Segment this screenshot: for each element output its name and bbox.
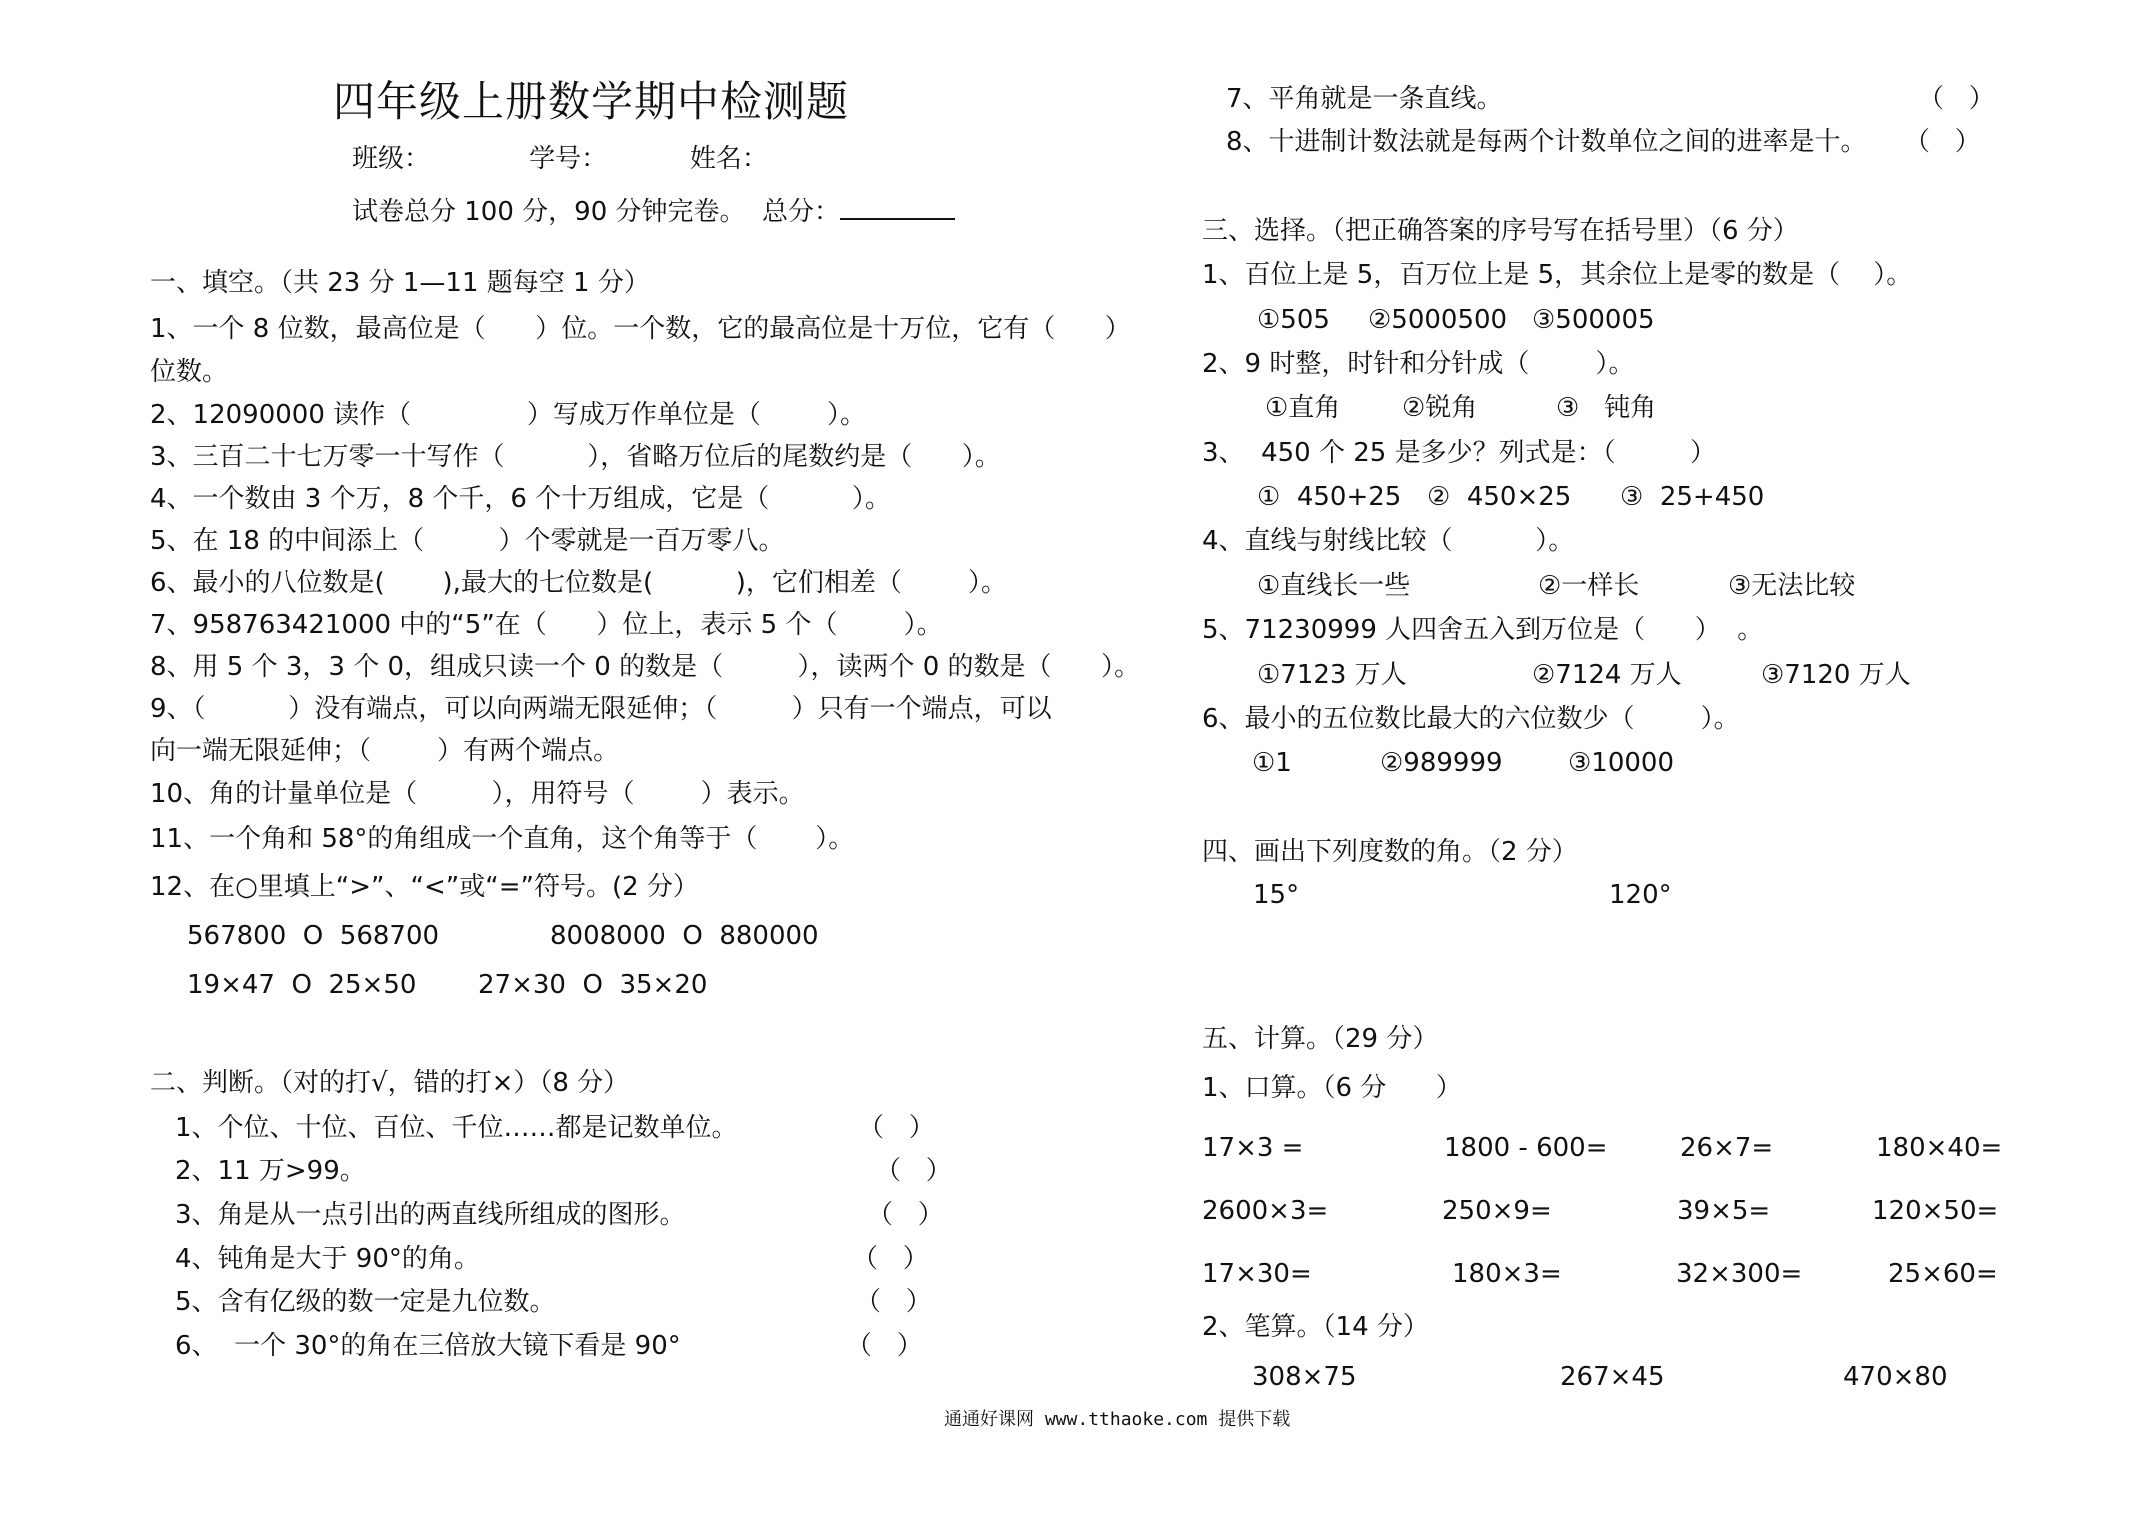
oral-problem: 2600×3= <box>1202 1196 1329 1226</box>
judge-statement: 5、含有亿级的数一定是九位数。 <box>175 1287 556 1317</box>
choice-option: ②7124 万人 <box>1532 660 1682 690</box>
page-title: 四年级上册数学期中检测题 <box>333 77 850 126</box>
judge-bracket: （ ） <box>867 1200 944 1230</box>
section3-heading: 三、选择。（把正确答案的序号写在括号里）（6 分） <box>1202 216 1799 246</box>
choice-option: ③无法比较 <box>1728 571 1856 601</box>
info-line: 班级： 学号： 姓名： <box>352 144 768 174</box>
oral-problem: 39×5= <box>1677 1196 1771 1226</box>
section1-heading: 一、填空。（共 23 分 1—11 题每空 1 分） <box>150 268 650 298</box>
choice-option: ②锐角 <box>1402 393 1478 423</box>
choice-option: ③ 钝角 <box>1556 393 1657 423</box>
section1-item: 4、一个数由 3 个万，8 个千，6 个十万组成，它是（ ）。 <box>150 484 891 514</box>
section1-item: 12、在○里填上“>”、“<”或“=”符号。(2 分） <box>150 872 699 902</box>
choice-option: ①直线长一些 <box>1257 571 1411 601</box>
judge-statement: 2、11 万>99。 <box>175 1156 366 1186</box>
judge-statement: 7、平角就是一条直线。 <box>1226 84 1503 114</box>
choice-question: 1、百位上是 5，百万位上是 5，其余位上是零的数是（ ）。 <box>1202 260 1913 290</box>
section1-item: 9、（ ）没有端点，可以向两端无限延伸；（ ）只有一个端点，可以 <box>150 694 1052 724</box>
choice-option: ②一样长 <box>1538 571 1640 601</box>
choice-option: ①1 <box>1252 748 1292 778</box>
judge-bracket: （ ） <box>846 1331 923 1361</box>
choice-option: ③500005 <box>1532 305 1655 335</box>
oral-problem: 17×30= <box>1202 1259 1312 1289</box>
judge-bracket: （ ） <box>1904 127 1981 157</box>
choice-option: ①7123 万人 <box>1257 660 1407 690</box>
judge-bracket: （ ） <box>855 1287 932 1317</box>
judge-bracket: （ ） <box>852 1244 929 1274</box>
choice-option: ③ 25+450 <box>1620 482 1765 512</box>
oral-problem: 180×3= <box>1452 1259 1562 1289</box>
judge-statement: 3、角是从一点引出的两直线所组成的图形。 <box>175 1200 686 1230</box>
oral-problem: 32×300= <box>1676 1259 1803 1289</box>
written-problem: 267×45 <box>1560 1362 1665 1392</box>
section1-item: 7、958763421000 中的“5”在（ ）位上，表示 5 个（ ）。 <box>150 610 943 640</box>
section1-item: 2、12090000 读作（ ）写成万作单位是（ ）。 <box>150 400 866 430</box>
section1-item: 8、用 5 个 3，3 个 0，组成只读一个 0 的数是（ ），读两个 0 的数是（ ）。 <box>150 652 1141 682</box>
choice-question: 2、9 时整，时针和分针成（ ）。 <box>1202 349 1635 379</box>
choice-option: ②5000500 <box>1368 305 1508 335</box>
total-score-blank <box>840 196 955 220</box>
oral-problem: 180×40= <box>1876 1133 2003 1163</box>
compare-expression: 8008000 O 880000 <box>550 921 819 951</box>
oral-problem: 26×7= <box>1680 1133 1774 1163</box>
oral-heading: 1、口算。（6 分 ） <box>1202 1073 1462 1103</box>
judge-bracket: （ ） <box>858 1113 935 1143</box>
oral-problem: 1800 - 600= <box>1444 1133 1608 1163</box>
oral-problem: 17×3 = <box>1202 1133 1304 1163</box>
judge-bracket: （ ） <box>875 1156 952 1186</box>
judge-statement: 8、十进制计数法就是每两个计数单位之间的进率是十。 <box>1226 127 1867 157</box>
written-problem: 470×80 <box>1843 1362 1948 1392</box>
compare-expression: 27×30 O 35×20 <box>478 970 708 1000</box>
section4-heading: 四、画出下列度数的角。（2 分） <box>1202 837 1578 867</box>
choice-option: ②989999 <box>1380 748 1503 778</box>
section1-item: 6、最小的八位数是( ),最大的七位数是( )，它们相差（ ）。 <box>150 568 1007 598</box>
choice-option: ①505 <box>1257 305 1330 335</box>
footer-credit: 通通好课网 www.tthaoke.com 提供下载 <box>944 1409 1291 1430</box>
angle-label: 120° <box>1609 880 1672 910</box>
section1-item: 10、角的计量单位是（ ），用符号（ ）表示。 <box>150 779 805 809</box>
compare-expression: 567800 O 568700 <box>187 921 440 951</box>
oral-problem: 120×50= <box>1872 1196 1999 1226</box>
choice-question: 5、71230999 人四舍五入到万位是（ ） 。 <box>1202 615 1764 645</box>
judge-statement: 6、 一个 30°的角在三倍放大镜下看是 90° <box>175 1331 681 1361</box>
judge-bracket: （ ） <box>1918 84 1995 114</box>
section1-item: 11、一个角和 58°的角组成一个直角，这个角等于（ ）。 <box>150 824 855 854</box>
oral-problem: 25×60= <box>1888 1259 1998 1289</box>
choice-option: ② 450×25 <box>1427 482 1572 512</box>
choice-option: ③7120 万人 <box>1761 660 1911 690</box>
score-line <box>352 196 955 227</box>
choice-question: 4、直线与射线比较（ ）。 <box>1202 526 1575 556</box>
choice-option: ①直角 <box>1265 393 1341 423</box>
section1-item: 3、三百二十七万零一十写作（ ），省略万位后的尾数约是（ ）。 <box>150 442 1001 472</box>
oral-problem: 250×9= <box>1442 1196 1552 1226</box>
section1-item: 5、在 18 的中间添上（ ）个零就是一百万零八。 <box>150 526 785 556</box>
written-problem: 308×75 <box>1252 1362 1357 1392</box>
judge-statement: 1、个位、十位、百位、千位……都是记数单位。 <box>175 1113 738 1143</box>
section1-item: 位数。 <box>150 357 229 387</box>
written-heading: 2、笔算。（14 分） <box>1202 1312 1429 1342</box>
choice-question: 3、 450 个 25 是多少？列式是：（ ） <box>1202 438 1716 468</box>
choice-option: ① 450+25 <box>1257 482 1402 512</box>
section1-item: 1、一个 8 位数，最高位是（ ）位。一个数，它的最高位是十万位，它有（ ） <box>150 314 1131 344</box>
section1-item: 向一端无限延伸；（ ）有两个端点。 <box>150 736 620 766</box>
section5-heading: 五、计算。（29 分） <box>1202 1024 1439 1054</box>
choice-option: ③10000 <box>1568 748 1675 778</box>
compare-expression: 19×47 O 25×50 <box>187 970 417 1000</box>
choice-question: 6、最小的五位数比最大的六位数少（ ）。 <box>1202 704 1740 734</box>
angle-label: 15° <box>1253 880 1300 910</box>
judge-statement: 4、钝角是大于 90°的角。 <box>175 1244 480 1274</box>
section2-heading: 二、判断。（对的打√，错的打×）（8 分） <box>150 1068 630 1098</box>
score-line-text: 试卷总分 100 分，90 分钟完卷。 总分： <box>352 197 841 227</box>
